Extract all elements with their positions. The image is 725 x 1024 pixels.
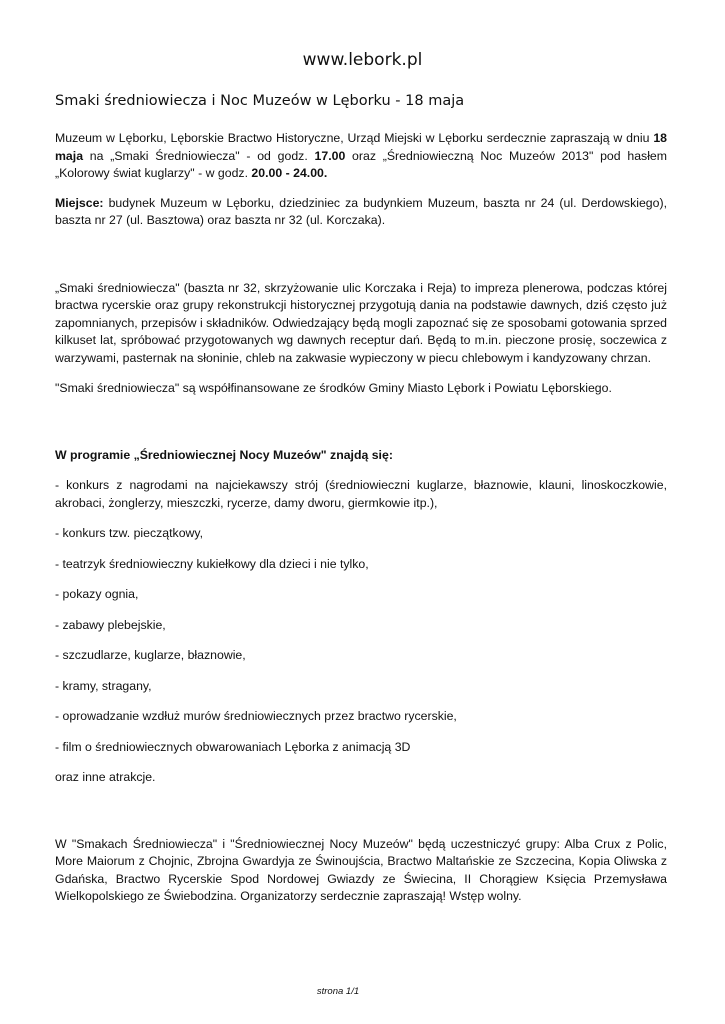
intro-start-time: 17.00: [314, 148, 346, 163]
intro-paragraph: [55, 130, 667, 183]
program-item: - pokazy ognia,: [55, 587, 139, 601]
place-paragraph: [55, 195, 667, 230]
place-label: Miejsce:: [55, 195, 104, 210]
program-item: - konkurs tzw. pieczątkowy,: [55, 526, 204, 540]
funding-note: "Smaki średniowiecza" są współfinansowane ze środków Gminy Miasto Lębork i Powiatu Lęborskiego.: [55, 381, 612, 395]
program-item: - zabawy plebejskie,: [55, 617, 166, 632]
program-item: - kramy, stragany,: [55, 678, 152, 693]
program-item: - oprowadzanie wzdłuż murów średniowiecznych przez bractwo rycerskie,: [55, 709, 457, 723]
program-heading: [55, 447, 667, 465]
article-body: [55, 130, 667, 906]
program-heading-text: W programie „Średniowiecznej Nocy Muzeów" znajdą się:: [55, 447, 393, 462]
site-url: www.lebork.pl: [302, 50, 423, 70]
intro-date: 18 maja: [55, 131, 667, 163]
intro-text-3: oraz „Średniowieczną Noc Muzeów 2013" pod hasłem „Kolorowy świat kuglarzy" - w godz.: [55, 148, 668, 180]
page-number: strona 1/1: [316, 986, 360, 997]
intro-night-hours: 20.00 - 24.00.: [251, 166, 328, 180]
groups-paragraph: W "Smakach Średniowiecza" i "Średniowiecznej Nocy Muzeów" będą uczestniczyć grupy: Alba Crux z Polic, More Maiorum z Chojnic, Zbrojna Gwardyja ze Świnoujścia, Bractwo Maltańskie ze Szczecina, Kopia Oliwska z Gdańska, Bractwo Rycerskie Spod Nordowej Gwiazdy ze Świecina, II Chorągiew Księcia Przemysława Wielkopolskiego ze Świebodzina. Organizatorzy serdecznie zapraszają! Wstęp wolny.: [55, 836, 667, 903]
place-text: budynek Muzeum w Lęborku, dziedziniec za budynkiem Muzeum, baszta nr 24 (ul. Derdowskiego), baszta nr 27 (ul. Basztowa) oraz baszta nr 32 (ul. Korczaka).: [55, 195, 667, 227]
smaki-description: „Smaki średniowiecza" (baszta nr 32, skrzyżowanie ulic Korczaka i Reja) to impreza plenerowa, podczas której bractwa rycerskie oraz grupy rekonstrukcji historycznej przygotują dania na podstawie dawnych, dziś często już zapomnianych, przepisów i składników. Odwiedzający będą mogli zapoznać się ze sposobami gotowania sprzed kilkuset lat, spróbować przygotowanych wg dawnych receptur dań. Będą to m.in. pieczone prosię, soczewica z warzywami, pasternak na słoninie, chleb na zakwasie wypieczony w piecu chlebowym i kandyzowany chrzan.: [55, 280, 667, 365]
intro-text-2: na „Smaki Średniowiecza" - od godz.: [83, 148, 315, 163]
program-item: - konkurs z nagrodami na najciekawszy strój (średniowieczni kuglarze, błaznowie, klauni, linoskoczkowie, akrobaci, żonglerzy, mieszczki, rycerze, damy dworu, giermkowie itp.),: [55, 478, 667, 510]
article-title: Smaki średniowiecza i Noc Muzeów w Lęborku - 18 maja: [55, 93, 465, 109]
intro-text-1: Muzeum w Lęborku, Lęborskie Bractwo Historyczne, Urząd Miejski w Lęborku serdecznie zapraszają w dniu: [55, 131, 654, 145]
program-item: - szczudlarze, kuglarze, błaznowie,: [55, 648, 246, 662]
program-item: - film o średniowiecznych obwarowaniach Lęborka z animacją 3D: [55, 739, 411, 754]
program-closing: oraz inne atrakcje.: [55, 770, 156, 784]
program-item: - teatrzyk średniowieczny kukiełkowy dla dzieci i nie tylko,: [55, 556, 369, 571]
